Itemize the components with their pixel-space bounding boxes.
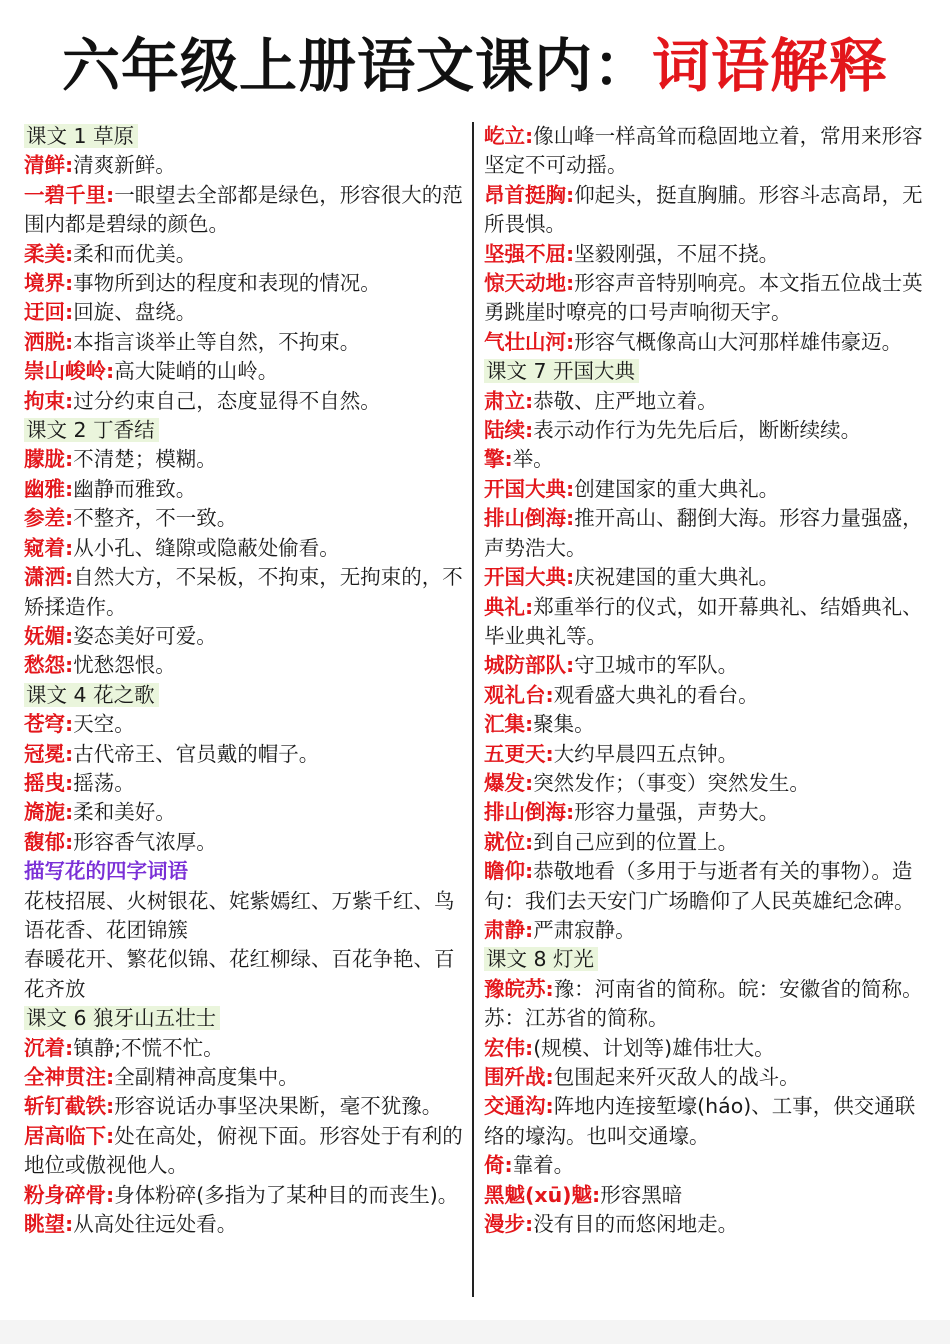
- vocab-definition: 本指言谈举止等自然，不拘束。: [73, 329, 361, 354]
- vocab-definition: 形容香气浓厚。: [73, 829, 217, 854]
- vocab-term: 愁怨:: [24, 653, 74, 678]
- lesson-heading: [24, 122, 466, 151]
- lesson-heading-text: 课文 4 花之歌: [24, 683, 159, 707]
- vocab-entry: [484, 1063, 926, 1092]
- vocab-entry: [484, 181, 926, 240]
- vocab-entry: [484, 681, 926, 710]
- vocab-entry: [484, 416, 926, 445]
- vocab-definition: 推开高山、翻倒大海。形容力量强盛，声势浩大。: [483, 506, 923, 560]
- lesson-heading-text: 课文 2 丁香结: [24, 418, 159, 442]
- vocab-definition: 形容气概像高山大河那样雄伟豪迈。: [574, 329, 903, 354]
- vocab-definition: 高大陡峭的山岭。: [114, 359, 279, 384]
- vocab-entry: [24, 740, 466, 769]
- vocab-term: 交通沟:: [483, 1094, 554, 1119]
- vocab-entry: [484, 445, 926, 474]
- vocab-term: 爆发:: [483, 770, 534, 795]
- vocab-term: 境界:: [24, 271, 74, 296]
- vocab-entry: [484, 1210, 926, 1239]
- vocab-entry: [484, 828, 926, 857]
- vocab-term: 屹立:: [483, 124, 534, 148]
- vocab-entry: [484, 1092, 926, 1151]
- vocab-entry: [24, 475, 466, 504]
- bottom-strip: [0, 1320, 950, 1344]
- vocab-entry: [24, 269, 466, 298]
- lesson-heading: [24, 1004, 466, 1033]
- vocab-term: 拘束:: [24, 388, 74, 413]
- left-column: [24, 122, 472, 1297]
- vocab-definition: 没有目的而悠闲地走。: [533, 1212, 739, 1237]
- vocab-definition: 严肃寂静。: [533, 917, 636, 942]
- vocab-term: 清鲜:: [24, 153, 74, 178]
- word-list: 花枝招展、火树银花、姹紫嫣红、万紫千红、鸟语花香、花团锦簇: [24, 888, 455, 942]
- vocab-definition: 不整齐，不一致。: [73, 506, 238, 531]
- vocab-entry: [24, 1210, 466, 1239]
- vocab-entry: [24, 1063, 466, 1092]
- vocab-definition: 大约早晨四五点钟。: [553, 741, 739, 766]
- vocab-term: 摇曳:: [24, 770, 74, 795]
- vocab-definition: 形容说话办事坚决果断，毫不犹豫。: [114, 1094, 443, 1119]
- section-subheading: 描写花的四字词语: [24, 859, 188, 884]
- vocab-entry: [24, 651, 466, 680]
- vocab-term: 冠冕:: [24, 741, 74, 766]
- vocab-definition: 镇静;不慌不忙。: [73, 1035, 224, 1060]
- vocab-entry: [24, 357, 466, 386]
- vocab-entry: [24, 563, 466, 622]
- vocab-entry: [484, 916, 926, 945]
- vocab-term: 窥着:: [24, 535, 74, 560]
- vocab-definition: 姿态美好可爱。: [73, 623, 217, 648]
- vocab-term: 肃立:: [483, 388, 534, 413]
- vocab-term: 旖旎:: [24, 800, 74, 825]
- vocab-entry: [484, 387, 926, 416]
- page-title: [24, 0, 926, 122]
- vocab-term: 洒脱:: [24, 329, 74, 354]
- vocab-entry: [24, 534, 466, 563]
- vocab-term: 苍穹:: [24, 712, 74, 737]
- columns: [24, 122, 926, 1297]
- vocab-entry: [24, 298, 466, 327]
- vocab-definition: 处在高处，俯视下面。形容处于有利的地位或傲视他人。: [24, 1123, 463, 1178]
- vocab-term: 城防部队:: [483, 653, 575, 678]
- vocab-term: 排山倒海:: [483, 506, 575, 531]
- title-highlight: 词语解释: [652, 32, 889, 100]
- vocab-entry: [24, 769, 466, 798]
- vocab-entry: [24, 622, 466, 651]
- vocab-term: 开国大典:: [483, 565, 575, 590]
- vocab-entry: [24, 181, 466, 240]
- vocab-term: 陆续:: [483, 418, 534, 443]
- vocab-definition: 恭敬地看（多用于与逝者有关的事物）。造句：我们去天安门广场瞻仰了人民英雄纪念碑。: [483, 859, 915, 913]
- vocab-definition: 身体粉碎(多指为了某种目的而丧生)。: [114, 1182, 459, 1207]
- vocab-entry: [24, 328, 466, 357]
- vocab-entry: [484, 1181, 926, 1210]
- vocab-definition: 一眼望去全部都是绿色，形容很大的范围内都是碧绿的颜色。: [24, 182, 463, 237]
- vocab-definition: 郑重举行的仪式，如开幕典礼、结婚典礼、毕业典礼等。: [483, 594, 923, 648]
- vocab-entry: [484, 1151, 926, 1180]
- vocab-entry: [484, 651, 926, 680]
- vocab-term: 居高临下:: [24, 1123, 115, 1148]
- vocab-term: 幽雅:: [24, 476, 74, 501]
- vocab-entry: [24, 151, 466, 180]
- lesson-heading: [484, 945, 926, 974]
- vocab-definition: 聚集。: [533, 712, 595, 737]
- vocab-definition: 仰起头，挺直胸脯。形容斗志高昂，无所畏惧。: [483, 182, 923, 237]
- vocab-entry: [484, 122, 926, 181]
- vocab-term: 漫步:: [483, 1212, 534, 1237]
- vocab-entry: [484, 740, 926, 769]
- vocab-term: 排山倒海:: [483, 800, 575, 825]
- vocab-definition: 柔和美好。: [73, 800, 176, 825]
- vocab-term: 开国大典:: [483, 476, 575, 501]
- vocab-definition: 清爽新鲜。: [73, 153, 176, 178]
- vocab-definition: 到自己应到的位置上。: [533, 829, 739, 854]
- vocab-entry: [484, 769, 926, 798]
- vocab-term: 眺望:: [24, 1212, 74, 1237]
- vocab-definition: 庆祝建国的重大典礼。: [574, 565, 780, 590]
- vocab-term: 朦胧:: [24, 447, 74, 472]
- vocab-definition: 包围起来歼灭敌人的战斗。: [553, 1065, 800, 1089]
- vocab-entry: [24, 710, 466, 739]
- lesson-heading-text: 课文 8 灯光: [484, 947, 598, 971]
- vocab-definition: 形容黑暗: [600, 1182, 683, 1207]
- vocab-entry: [24, 387, 466, 416]
- vocab-term: 沉着:: [24, 1035, 74, 1060]
- vocab-entry: [24, 798, 466, 827]
- vocab-term: 肃静:: [483, 917, 534, 942]
- vocab-entry: [24, 1122, 466, 1181]
- vocab-entry: [484, 328, 926, 357]
- vocab-definition: 形容声音特别响亮。本文指五位战士英勇跳崖时嘹亮的口号声响彻天宇。: [483, 271, 923, 325]
- vocab-definition: 天空。: [73, 712, 135, 737]
- vocab-definition: 摇荡。: [73, 770, 135, 795]
- vocab-term: 五更天:: [483, 741, 554, 766]
- vocab-term: 黑魆(xū)魆:: [483, 1182, 601, 1207]
- vocab-entry: [484, 504, 926, 563]
- vocab-term: 坚强不屈:: [483, 241, 575, 266]
- vocab-definition: 靠着。: [512, 1153, 575, 1178]
- vocab-term: 柔美:: [24, 241, 74, 266]
- title-main: 六年级上册语文课内：: [61, 32, 652, 100]
- vocab-term: 参差:: [24, 506, 74, 531]
- vocab-entry: [484, 798, 926, 827]
- vocab-definition: 形容力量强，声势大。: [574, 800, 780, 825]
- vocab-term: 惊天动地:: [483, 271, 575, 296]
- vocab-entry: [484, 475, 926, 504]
- lesson-heading: [484, 357, 926, 386]
- vocab-entry: [24, 445, 466, 474]
- vocab-term: 汇集:: [483, 712, 534, 737]
- vocab-definition: 豫：河南省的简称。皖：安徽省的简称。苏：江苏省的简称。: [483, 976, 923, 1031]
- vocab-entry: [24, 1092, 466, 1121]
- vocab-term: 崇山峻岭:: [24, 359, 115, 384]
- vocab-term: 宏伟:: [483, 1035, 534, 1060]
- lesson-heading: [24, 416, 466, 445]
- vocab-definition: 恭敬、庄严地立着。: [533, 388, 718, 413]
- vocab-definition: 从小孔、缝隙或隐蔽处偷看。: [73, 535, 340, 560]
- vocab-entry: [24, 1181, 466, 1210]
- vocab-term: 一碧千里:: [24, 182, 115, 207]
- vocab-definition: 举。: [512, 447, 554, 472]
- vocab-definition: 自然大方，不呆板，不拘束，无拘束的，不矫揉造作。: [24, 565, 463, 619]
- vocab-definition: 柔和而优美。: [73, 241, 197, 266]
- vocab-definition: 不清楚；模糊。: [73, 447, 217, 472]
- vocab-term: 迂回:: [24, 300, 74, 325]
- vocab-term: 气壮山河:: [483, 329, 575, 354]
- vocab-definition: 过分约束自己，态度显得不自然。: [73, 388, 381, 413]
- vocab-term: 倚:: [483, 1153, 513, 1178]
- vocab-entry: [484, 710, 926, 739]
- word-list: 春暖花开、繁花似锦、花红柳绿、百花争艳、百花齐放: [24, 947, 455, 1001]
- vocab-definition: 突然发作；（事变）突然发生。: [533, 770, 810, 795]
- lesson-heading-text: 课文 1 草原: [24, 124, 138, 148]
- vocab-term: 观礼台:: [483, 682, 554, 707]
- vocab-term: 馥郁:: [24, 829, 74, 854]
- vocab-definition: 像山峰一样高耸而稳固地立着，常用来形容坚定不可动摇。: [483, 124, 923, 178]
- vocab-definition: 忧愁怨恨。: [73, 653, 176, 678]
- vocab-entry: [484, 1034, 926, 1063]
- vocab-definition: 表示动作行为先先后后，断断续续。: [533, 418, 862, 443]
- right-column: [474, 122, 926, 1297]
- lesson-heading-text: 课文 7 开国大典: [484, 359, 639, 383]
- vocab-term: 豫皖苏:: [483, 976, 554, 1001]
- vocab-term: 瞻仰:: [483, 859, 534, 884]
- vocab-definition: 从高处往远处看。: [73, 1212, 238, 1237]
- vocab-entry: [484, 975, 926, 1034]
- vocab-entry: [484, 593, 926, 652]
- vocab-definition: 坚毅刚强，不屈不挠。: [574, 241, 780, 266]
- vocab-term: 典礼:: [483, 594, 534, 619]
- vocab-entry: [484, 563, 926, 592]
- vocab-definition: 回旋、盘绕。: [73, 300, 197, 325]
- vocab-definition: 事物所到达的程度和表现的情况。: [73, 271, 381, 296]
- vocab-definition: 幽静而雅致。: [73, 476, 197, 501]
- vocab-term: 昂首挺胸:: [483, 182, 575, 207]
- vocab-entry: [24, 828, 466, 857]
- vocab-definition: 创建国家的重大典礼。: [574, 476, 780, 501]
- vocab-entry: [484, 857, 926, 916]
- vocab-term: 就位:: [483, 829, 534, 854]
- vocab-term: 粉身碎骨:: [24, 1182, 115, 1207]
- vocab-term: 妩媚:: [24, 623, 74, 648]
- vocab-entry: [484, 240, 926, 269]
- vocab-definition: (规模、计划等)雄伟壮大。: [533, 1035, 775, 1060]
- vocab-term: 擎:: [483, 447, 513, 472]
- vocab-definition: 古代帝王、官员戴的帽子。: [73, 741, 320, 766]
- vocab-definition: 守卫城市的军队。: [574, 653, 739, 678]
- vocab-entry: [24, 504, 466, 533]
- vocab-definition: 观看盛大典礼的看台。: [553, 682, 759, 707]
- lesson-heading: [24, 681, 466, 710]
- vocab-term: 全神贯注:: [24, 1065, 115, 1089]
- lesson-heading-text: 课文 6 狼牙山五壮士: [24, 1006, 220, 1030]
- vocab-definition: 阵地内连接堑壕(háo)、工事，供交通联络的壕沟。也叫交通壕。: [483, 1094, 916, 1148]
- vocab-term: 围歼战:: [483, 1065, 554, 1089]
- vocab-entry: [24, 240, 466, 269]
- vocab-entry: [24, 1034, 466, 1063]
- vocab-definition: 全副精神高度集中。: [114, 1065, 299, 1089]
- vocab-entry: [484, 269, 926, 328]
- vocab-term: 潇洒:: [24, 565, 74, 590]
- vocab-term: 斩钉截铁:: [24, 1094, 115, 1119]
